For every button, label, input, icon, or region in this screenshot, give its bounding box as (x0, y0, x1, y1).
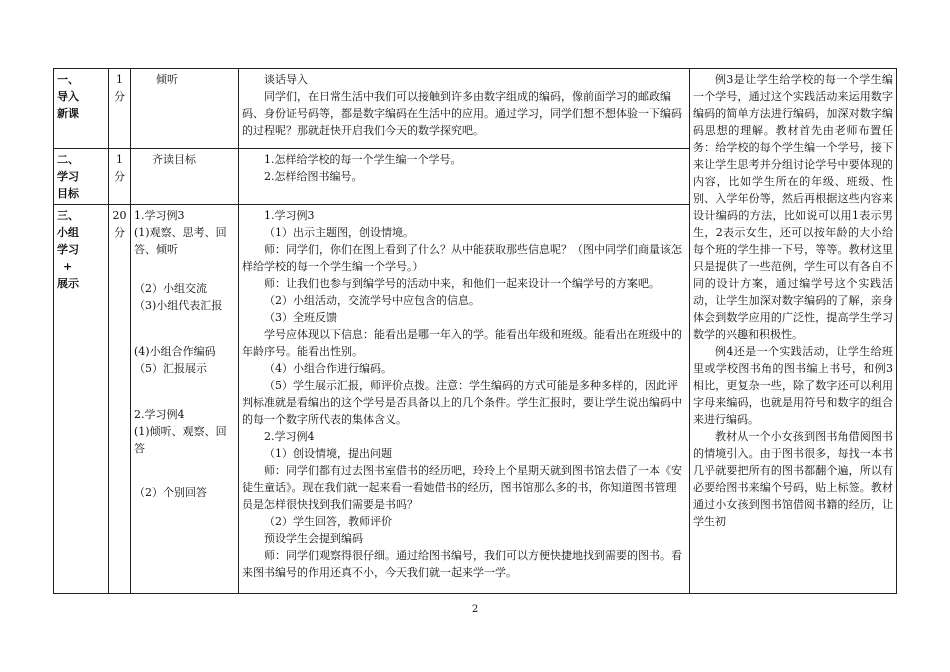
lesson-plan-table (53, 68, 897, 594)
teacher-step: （2）小组活动，交流学号中应包含的信息。 (264, 294, 480, 307)
teacher-paragraph: 同学们，在日常生活中我们可以接触到许多由数字组成的编码，像前面学习的邮政编码、身份证号码等，都是数字编码在生活中的应用。通过学习，同学们想不想体验一下编码的过程呢？那就赶快开启我们今天的数学探究吧。 (242, 90, 682, 137)
notes-paragraph: 例4还是一个实践活动，让学生给班里或学校图书角的图书编上书号，和例3相比，更复杂一些，除了数字还可以利用字母来编码，也就是用符号和数字的组合来进行编码。 (693, 345, 893, 426)
goal-item: 2.怎样给图书编号。 (264, 170, 363, 183)
design-notes (690, 69, 897, 594)
teacher-paragraph: 师：同学们观察得很仔细。通过给图书编号，我们可以方便快捷地找到需要的图书。看来图书编号的作用还真不小，今天我们就一起来学一学。 (242, 549, 682, 579)
student-activity-goals (131, 149, 239, 205)
time-value: 1 (116, 73, 123, 86)
student-step: (1)倾听、观察、回答 (134, 425, 227, 455)
teacher-step: 预设学生会提到编码 (264, 532, 363, 545)
student-activity-text: 齐读目标 (152, 153, 196, 166)
teacher-activity-goals (239, 149, 690, 205)
stage-name-line: 小组 (57, 226, 79, 239)
stage-study (54, 205, 109, 594)
student-step: （3)小组代表汇报 (134, 299, 223, 312)
table-row-intro (54, 69, 897, 149)
stage-number: 二、 (57, 153, 79, 166)
stage-intro (54, 69, 109, 149)
stage-name-line: 学习 (57, 170, 79, 183)
student-step: 1.学习例3 (134, 209, 185, 222)
teacher-paragraph: （5）学生展示汇报，师评价点拨。注意：学生编码的方式可能是多种多样的，因此评判标准就是看编出的这个学号是否具备以上的几个条件。学生汇报时，要让学生说出编码中的每一个数字所代表的集体含义。 (242, 379, 682, 426)
teacher-activity-intro (239, 69, 690, 149)
stage-number: 三、 (57, 209, 79, 222)
notes-paragraph: 教材从一个小女孩到图书角借阅图书的情境引入。由于图书很多，每找一本书几乎就要把所有的图书都翻个遍，所以有必要给图书来编个号码，贴上标签。教材通过小女孩到图书馆借阅书籍的经历，让学生初 (693, 430, 893, 528)
time-intro (109, 69, 131, 149)
student-step: 2.学习例4 (134, 408, 185, 421)
student-step: (4)小组合作编码 (134, 345, 216, 358)
teacher-step: （4）小组合作进行编码。 (264, 362, 392, 375)
time-value: 1 (116, 153, 123, 166)
time-unit: 分 (114, 170, 125, 183)
notes-paragraph: 例3是让学生给学校的每一个学生编一个学号，通过这个实践活动来运用数字编码的简单方法进行编码，加深对数字编码思想的理解。教材首先由老师布置任务：给学校的每个学生编一个学号，接下来让学生思考并分组讨论学号中要体现的内容，比如学生所在的年级、班级、性别、入学年份等，然后再根据这些内容来设计编码的方法，比如说可以用1表示男生，2表示女生，还可以按年龄的大小给每个班的学生排一下号，等等。教材这里只是提供了一些范例，学生可以有各自不同的设计方案，通过编学号这个实践活动，让学生加深对数字编码的了解，亲身体会到数学应用的广泛性，提高学生学习数学的兴趣和积极性。 (693, 73, 893, 341)
goal-item: 1.怎样给学校的每一个学生编一个学号。 (264, 153, 462, 166)
student-step: (1)观察、思考、回答、倾听 (134, 226, 227, 256)
page-number: 2 (471, 604, 479, 615)
student-activity-intro (131, 69, 239, 149)
time-unit: 分 (114, 90, 125, 103)
time-value: 20 (112, 209, 127, 222)
teacher-paragraph: 师：同学们，你们在图上看到了什么？从中能获取那些信息呢？（图中同学们商量该怎样给学校的每一个学生编一个学号。） (242, 243, 682, 273)
time-goals (109, 149, 131, 205)
teacher-activity-study (239, 205, 690, 594)
teacher-step: （3）全班反馈 (264, 311, 337, 324)
stage-name-line: 目标 (57, 187, 79, 200)
stage-name-line: 新课 (57, 107, 79, 120)
student-step: （2）个别回答 (134, 486, 207, 499)
teacher-step: （1）出示主题图，创设情境。 (264, 226, 414, 239)
student-step: （5）汇报展示 (134, 362, 207, 375)
teacher-step: 2.学习例4 (264, 430, 315, 443)
stage-name-line: 导入 (57, 90, 79, 103)
stage-name-line: 展示 (57, 277, 79, 290)
teacher-heading: 谈话导入 (264, 73, 308, 86)
teacher-step: （1）创设情境，提出问题 (264, 447, 392, 460)
teacher-paragraph: 师：让我们也参与到编学号的活动中来，和他们一起来设计一个编学号的方案吧。 (264, 277, 660, 290)
time-unit: 分 (114, 226, 125, 239)
stage-name-line: 学习 (57, 243, 79, 256)
student-activity-text: 倾听 (156, 73, 178, 86)
stage-goals (54, 149, 109, 205)
stage-number: 一、 (57, 73, 79, 86)
student-activity-study (131, 205, 239, 594)
time-study (109, 205, 131, 594)
teacher-paragraph: 学号应体现以下信息：能看出是哪一年入的学。能看出年级和班级。能看出在班级中的年龄序号。能看出性别。 (242, 328, 682, 358)
teacher-step: （2）学生回答，教师评价 (264, 515, 392, 528)
teacher-paragraph: 师：同学们都有过去图书室借书的经历吧，玲玲上个星期天就到图书馆去借了一本《安徒生童话》。现在我们就一起来看一看她借书的经历，图书馆那么多的书，你知道图书管理员是怎样很快找到我们需要是书吗？ (242, 464, 682, 511)
teacher-step: 1.学习例3 (264, 209, 315, 222)
stage-name-line: + (63, 260, 73, 273)
student-step: （2）小组交流 (134, 282, 207, 295)
